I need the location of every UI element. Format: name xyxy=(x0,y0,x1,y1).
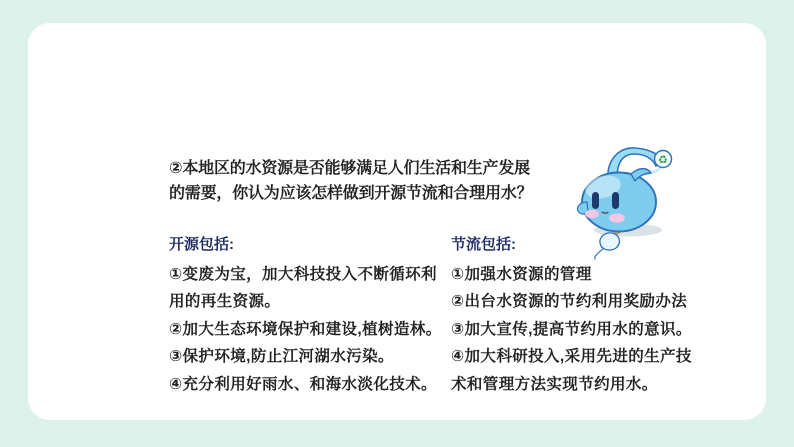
open-source-header: 开源包括: xyxy=(169,236,234,253)
open-source-column xyxy=(169,233,442,398)
open-source-list xyxy=(169,261,442,398)
recycle-icon xyxy=(655,151,672,168)
content-card xyxy=(28,23,766,420)
water-saving-list xyxy=(451,261,692,398)
mascot-small-drop-tail-icon xyxy=(595,249,603,259)
water-drop-mascot xyxy=(561,129,701,269)
open-source-item-line: ③保护环境,防止江河湖水污染。 xyxy=(169,348,394,366)
water-saving-item-line: 术和管理方法实现节约用水。 xyxy=(451,375,658,393)
water-saving-item-line: ③加大宣传,提高节约用水的意识。 xyxy=(451,320,692,338)
question-text xyxy=(169,156,589,206)
mascot-left-eye-icon xyxy=(592,192,599,209)
svg-text:♻: ♻ xyxy=(658,154,668,167)
question-line: 的需要，你认为应该怎样做到开源节流和合理用水？ xyxy=(169,185,533,202)
mascot-right-eye-icon xyxy=(612,192,619,209)
open-source-item-line: ①变废为宝，加大科技投入不断循环利 xyxy=(169,266,437,283)
open-source-item-line: 用的再生资源。 xyxy=(169,293,281,311)
water-saving-item-line: ④加大科研投入,采用先进的生产技 xyxy=(451,348,692,366)
open-source-item-line: ②加大生态环境保护和建设,植树造林。 xyxy=(169,320,442,338)
water-saving-item-line: ②出台水资源的节约利用奖励办法 xyxy=(451,293,688,311)
mascot-left-cheek-icon xyxy=(585,210,599,218)
water-saving-item-line: ①加强水资源的管理 xyxy=(451,266,592,283)
mascot-small-drop-icon xyxy=(600,233,620,250)
mascot-right-cheek-icon xyxy=(609,213,625,222)
water-saving-header: 节流包括: xyxy=(451,236,516,253)
question-line: ②本地区的水资源是否能够满足人们生活和生产发展 xyxy=(169,160,530,177)
open-source-item-line: ④充分利用好雨水、和海水淡化技术。 xyxy=(169,375,437,393)
